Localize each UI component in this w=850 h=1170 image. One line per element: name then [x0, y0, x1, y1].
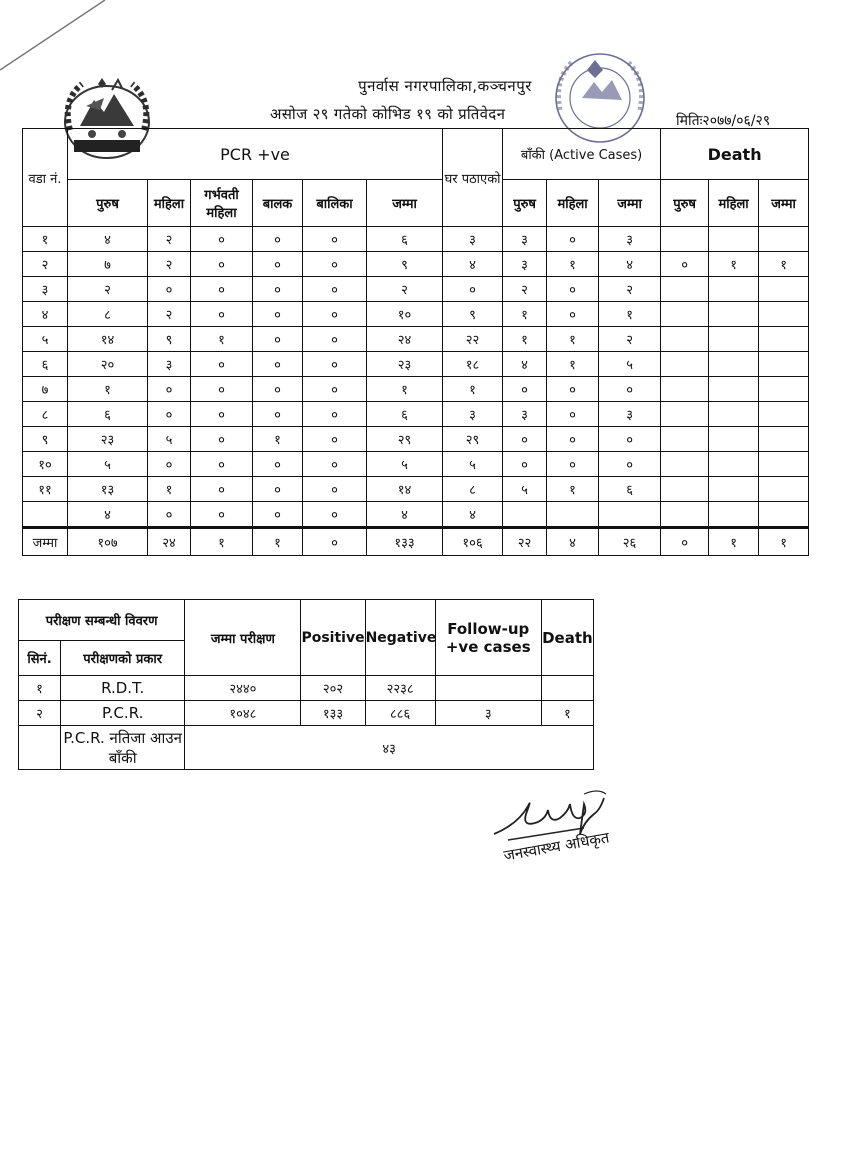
subheader-cell: महिला	[148, 180, 191, 227]
table-row	[23, 227, 809, 252]
table-cell: ३	[503, 227, 547, 252]
table-cell: ०	[191, 377, 253, 402]
test-row	[19, 676, 594, 701]
table-cell	[759, 277, 809, 302]
table-cell	[709, 302, 759, 327]
subheader-cell: महिला	[547, 180, 599, 227]
table-cell	[709, 477, 759, 502]
table-row	[23, 427, 809, 452]
table-cell: ०	[503, 377, 547, 402]
total-label: जम्मा	[23, 528, 68, 556]
total-cell: १	[709, 528, 759, 556]
table-cell	[503, 502, 547, 528]
table-cell: ०	[191, 402, 253, 427]
table-cell: ०	[191, 352, 253, 377]
ward-number-cell: ७	[23, 377, 68, 402]
table-cell: ०	[303, 427, 367, 452]
test-follow-cell	[435, 676, 541, 701]
table-cell: ४	[599, 252, 661, 277]
table-cell	[661, 352, 709, 377]
total-cell: १३३	[367, 528, 443, 556]
table-cell: १	[503, 302, 547, 327]
table-cell: ३	[443, 402, 503, 427]
table-cell: ०	[547, 302, 599, 327]
table-cell: ५	[443, 452, 503, 477]
table-cell: ८	[68, 302, 148, 327]
table-cell: ०	[253, 402, 303, 427]
table-cell	[661, 327, 709, 352]
ward-number-cell: ५	[23, 327, 68, 352]
table-cell	[547, 502, 599, 528]
table-cell	[661, 227, 709, 252]
table-cell: १४	[367, 477, 443, 502]
header-sent-home: घर पठाएको	[443, 129, 503, 227]
total-cell: १	[253, 528, 303, 556]
table-row	[23, 377, 809, 402]
header-test-type: परीक्षणको प्रकार	[61, 641, 185, 676]
table-cell: ६	[68, 402, 148, 427]
total-cell: २६	[599, 528, 661, 556]
scan-artifact-line	[0, 0, 120, 80]
table-cell: ०	[547, 402, 599, 427]
test-total-cell: २४४०	[185, 676, 301, 701]
table-cell: ०	[303, 327, 367, 352]
total-cell: ४	[547, 528, 599, 556]
subheader-cell: पुरुष	[661, 180, 709, 227]
table-cell: २३	[367, 352, 443, 377]
table-cell: ८	[443, 477, 503, 502]
table-cell: ०	[148, 402, 191, 427]
table-cell: १३	[68, 477, 148, 502]
table-cell: १	[443, 377, 503, 402]
table-cell: ०	[547, 377, 599, 402]
total-cell: १	[759, 528, 809, 556]
test-negative-cell: ८८६	[365, 701, 435, 726]
table-cell: ०	[503, 452, 547, 477]
table-cell: २	[148, 302, 191, 327]
table-cell: ०	[443, 277, 503, 302]
table-cell	[709, 227, 759, 252]
ward-number-cell: १	[23, 227, 68, 252]
test-sn-cell: २	[19, 701, 61, 726]
subheader-cell: बालक	[253, 180, 303, 227]
table-cell: ०	[253, 227, 303, 252]
table-cell: १	[759, 252, 809, 277]
table-cell: ०	[303, 452, 367, 477]
table-cell: ०	[148, 277, 191, 302]
table-cell	[759, 477, 809, 502]
test-type-cell: P.C.R.	[61, 701, 185, 726]
signature-title: जनस्वास्थ्य अधिकृत	[502, 828, 611, 865]
subheader-cell: जम्मा	[599, 180, 661, 227]
ward-number-cell: ११	[23, 477, 68, 502]
table-cell: ०	[547, 452, 599, 477]
table-cell: ०	[253, 477, 303, 502]
ward-number-cell: ६	[23, 352, 68, 377]
table-cell: ०	[191, 252, 253, 277]
table-cell: १	[599, 302, 661, 327]
table-cell: ०	[253, 352, 303, 377]
total-cell: २४	[148, 528, 191, 556]
table-cell: ०	[303, 302, 367, 327]
table-cell: ०	[303, 477, 367, 502]
table-cell: ०	[303, 502, 367, 528]
ward-number-cell: ४	[23, 302, 68, 327]
table-row	[23, 402, 809, 427]
table-cell: १	[68, 377, 148, 402]
table-cell: ०	[303, 277, 367, 302]
table-cell: २	[148, 227, 191, 252]
table-cell: ०	[191, 302, 253, 327]
ward-number-cell	[23, 502, 68, 528]
table-row	[23, 277, 809, 302]
table-cell: २९	[367, 427, 443, 452]
table-cell	[661, 277, 709, 302]
test-row	[19, 701, 594, 726]
table-cell: ०	[253, 377, 303, 402]
table-cell	[759, 452, 809, 477]
header-serial: सिनं.	[19, 641, 61, 676]
testing-summary-table	[18, 599, 594, 770]
table-cell: ३	[503, 402, 547, 427]
header-ward: वडा नं.	[23, 129, 68, 227]
total-cell: ०	[661, 528, 709, 556]
subheader-cell: पुरुष	[503, 180, 547, 227]
subheader-cell: पुरुष	[68, 180, 148, 227]
table-cell	[709, 327, 759, 352]
total-row	[23, 528, 809, 556]
table-cell	[759, 352, 809, 377]
table-cell	[759, 327, 809, 352]
subheader-cell: गर्भवती महिला	[191, 180, 253, 227]
table-cell: ०	[191, 502, 253, 528]
table-cell: ०	[253, 252, 303, 277]
header-test-death: Death	[541, 600, 593, 676]
ward-number-cell: २	[23, 252, 68, 277]
table-cell	[709, 277, 759, 302]
table-cell: २	[599, 277, 661, 302]
header-follow-up: Follow-up +ve cases	[435, 600, 541, 676]
table-cell: ०	[253, 327, 303, 352]
table-cell	[709, 377, 759, 402]
table-cell: २	[599, 327, 661, 352]
table-cell: १	[547, 252, 599, 277]
header-pcr-positive: PCR +ve	[68, 129, 443, 180]
total-cell: १	[191, 528, 253, 556]
table-cell: १	[503, 327, 547, 352]
table-cell: ४	[68, 227, 148, 252]
table-cell: ०	[191, 477, 253, 502]
table-cell: ०	[191, 452, 253, 477]
ward-number-cell: ९	[23, 427, 68, 452]
table-cell: ०	[191, 227, 253, 252]
table-cell: १	[547, 327, 599, 352]
table-row	[23, 452, 809, 477]
table-cell: १	[148, 477, 191, 502]
subheader-cell: जम्मा	[367, 180, 443, 227]
table-cell	[759, 502, 809, 528]
table-cell: १	[367, 377, 443, 402]
table-cell: ६	[599, 477, 661, 502]
table-cell: ५	[599, 352, 661, 377]
table-cell: ३	[599, 227, 661, 252]
table-cell: ०	[599, 377, 661, 402]
total-cell: १०७	[68, 528, 148, 556]
table-cell: ५	[503, 477, 547, 502]
table-cell: ०	[191, 427, 253, 452]
table-cell: ०	[503, 427, 547, 452]
report-date: मितिः२०७७/०६/२९	[676, 113, 771, 129]
table-cell: ९	[367, 252, 443, 277]
test-total-cell: १०४८	[185, 701, 301, 726]
table-cell: ४	[367, 502, 443, 528]
table-row	[23, 252, 809, 277]
table-row	[23, 502, 809, 528]
table-cell: ०	[148, 377, 191, 402]
test-negative-cell: २२३८	[365, 676, 435, 701]
table-cell	[661, 452, 709, 477]
table-cell: १	[547, 352, 599, 377]
table-cell: १	[253, 427, 303, 452]
table-cell: २	[367, 277, 443, 302]
table-cell: १	[709, 252, 759, 277]
test-death-cell	[541, 676, 593, 701]
table-cell: १८	[443, 352, 503, 377]
header-death: Death	[661, 129, 809, 180]
ward-number-cell: ८	[23, 402, 68, 427]
table-cell: १४	[68, 327, 148, 352]
table-cell	[709, 402, 759, 427]
table-cell	[661, 427, 709, 452]
table-cell	[661, 477, 709, 502]
table-cell: ५	[367, 452, 443, 477]
table-cell	[759, 402, 809, 427]
table-cell: २	[148, 252, 191, 277]
table-cell: ३	[443, 227, 503, 252]
table-cell	[661, 402, 709, 427]
table-cell: ०	[303, 402, 367, 427]
table-cell: ०	[148, 452, 191, 477]
test-type-cell: R.D.T.	[61, 676, 185, 701]
test-sn-cell: १	[19, 676, 61, 701]
table-cell: ०	[661, 252, 709, 277]
table-cell: ४	[443, 502, 503, 528]
table-cell: ०	[253, 277, 303, 302]
table-cell: ३	[599, 402, 661, 427]
table-cell: ४	[443, 252, 503, 277]
pending-sn-cell	[19, 726, 61, 770]
table-cell	[709, 452, 759, 477]
table-cell: २४	[367, 327, 443, 352]
subheader-cell: जम्मा	[759, 180, 809, 227]
table-cell: ०	[303, 377, 367, 402]
table-cell: ०	[547, 427, 599, 452]
table-cell: ०	[253, 502, 303, 528]
table-cell: १	[191, 327, 253, 352]
total-cell: ०	[303, 528, 367, 556]
table-cell: ९	[443, 302, 503, 327]
table-row	[23, 327, 809, 352]
table-cell	[709, 352, 759, 377]
table-cell: ७	[68, 252, 148, 277]
table-cell	[759, 427, 809, 452]
table-cell: ४	[68, 502, 148, 528]
table-cell: १०	[367, 302, 443, 327]
ward-number-cell: ३	[23, 277, 68, 302]
table-cell	[709, 502, 759, 528]
header-active-cases: बाँकी (Active Cases)	[503, 129, 661, 180]
report-title: असोज २९ गतेको कोभिड १९ को प्रतिवेदन	[270, 105, 506, 123]
table-cell	[709, 427, 759, 452]
header-positive: Positive	[301, 600, 365, 676]
table-cell: ०	[148, 502, 191, 528]
subheader-row	[23, 180, 809, 227]
table-cell	[599, 502, 661, 528]
header-test-details: परीक्षण सम्बन्धी विवरण	[19, 600, 185, 641]
table-cell	[759, 227, 809, 252]
table-cell: ०	[303, 352, 367, 377]
table-cell: ०	[599, 452, 661, 477]
table-cell: २२	[443, 327, 503, 352]
table-cell	[759, 302, 809, 327]
table-row	[23, 302, 809, 327]
table-cell	[661, 502, 709, 528]
header-total-tests: जम्मा परीक्षण	[185, 600, 301, 676]
table-cell: ६	[367, 402, 443, 427]
table-cell: ०	[599, 427, 661, 452]
table-cell: ५	[68, 452, 148, 477]
ward-number-cell: १०	[23, 452, 68, 477]
table-cell	[759, 377, 809, 402]
subheader-cell: महिला	[709, 180, 759, 227]
covid-ward-table	[22, 128, 809, 556]
pending-label: P.C.R. नतिजा आउन बाँकी	[61, 726, 185, 770]
table-cell: ३	[148, 352, 191, 377]
pending-value: ४३	[185, 726, 594, 770]
table-cell: ६	[367, 227, 443, 252]
table-row	[23, 352, 809, 377]
table-cell: २३	[68, 427, 148, 452]
total-cell: २२	[503, 528, 547, 556]
header-negative: Negative	[365, 600, 435, 676]
table-cell: ४	[503, 352, 547, 377]
table-cell: ०	[253, 302, 303, 327]
table-cell: ०	[303, 227, 367, 252]
table-cell	[661, 377, 709, 402]
table-cell: २९	[443, 427, 503, 452]
table-cell: ०	[191, 277, 253, 302]
total-cell: १०६	[443, 528, 503, 556]
table-cell: ५	[148, 427, 191, 452]
org-title: पुनर्वास नगरपालिका,कञ्चनपुर	[358, 77, 532, 95]
table-cell: ०	[253, 452, 303, 477]
table-cell: ९	[148, 327, 191, 352]
test-positive-cell: १३३	[301, 701, 365, 726]
table-cell: २	[68, 277, 148, 302]
table-cell: ०	[547, 227, 599, 252]
test-follow-cell: ३	[435, 701, 541, 726]
table-cell: ०	[547, 277, 599, 302]
table-cell: १	[547, 477, 599, 502]
table-cell: २	[503, 277, 547, 302]
table-row	[23, 477, 809, 502]
table-cell: ३	[503, 252, 547, 277]
table-cell: २०	[68, 352, 148, 377]
test-positive-cell: २०२	[301, 676, 365, 701]
subheader-cell: बालिका	[303, 180, 367, 227]
table-cell	[661, 302, 709, 327]
table-cell: ०	[303, 252, 367, 277]
test-death-cell: १	[541, 701, 593, 726]
